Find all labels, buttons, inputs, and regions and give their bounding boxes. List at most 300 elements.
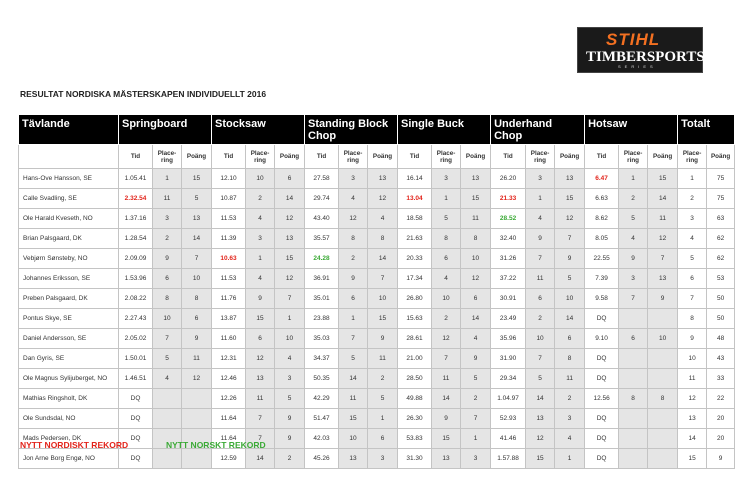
result-cell: 7 — [461, 409, 491, 429]
result-cell: 26.20 — [491, 169, 526, 189]
result-cell: 11.64 — [212, 409, 246, 429]
result-cell — [648, 349, 678, 369]
result-cell: 14 — [678, 429, 707, 449]
group-header: Stocksaw — [212, 115, 305, 145]
result-cell: 11.53 — [212, 269, 246, 289]
result-cell: 15 — [555, 189, 585, 209]
result-cell: 1.53.96 — [119, 269, 153, 289]
result-cell: 15 — [678, 449, 707, 469]
result-cell: 14 — [182, 229, 212, 249]
table-row — [19, 249, 735, 269]
result-cell — [153, 409, 182, 429]
subheader-cell: Place-ring — [619, 145, 648, 169]
result-cell: 50 — [707, 289, 735, 309]
result-cell: 20 — [707, 429, 735, 449]
result-cell: 43.40 — [305, 209, 339, 229]
results-table — [18, 114, 735, 469]
result-cell: 1.28.54 — [119, 229, 153, 249]
result-cell: 9 — [619, 249, 648, 269]
result-cell: 3 — [619, 269, 648, 289]
result-cell: 75 — [707, 189, 735, 209]
result-cell: 9 — [153, 249, 182, 269]
result-cell: 8 — [678, 309, 707, 329]
result-cell: 7 — [368, 269, 398, 289]
table-row — [19, 209, 735, 229]
result-cell: 14 — [275, 189, 305, 209]
result-cell: 62 — [707, 249, 735, 269]
table-row — [19, 349, 735, 369]
result-cell: DQ — [119, 389, 153, 409]
subheader-cell: Place-ring — [339, 145, 368, 169]
result-cell: 6 — [432, 249, 461, 269]
result-cell: 4 — [246, 269, 275, 289]
result-cell: 41.46 — [491, 429, 526, 449]
result-cell: 43 — [707, 349, 735, 369]
result-cell: 14 — [526, 389, 555, 409]
result-cell: 6 — [368, 429, 398, 449]
result-cell: 12 — [246, 349, 275, 369]
result-cell: 13 — [368, 169, 398, 189]
result-cell: 16.14 — [398, 169, 432, 189]
result-cell: 6 — [619, 329, 648, 349]
result-cell: 75 — [707, 169, 735, 189]
result-cell: 37.22 — [491, 269, 526, 289]
result-cell: 11 — [182, 349, 212, 369]
subheader-cell: Tid — [398, 145, 432, 169]
competitor-name: Mads Pedersen, DK — [19, 429, 119, 449]
result-cell: 11 — [526, 269, 555, 289]
subheader-cell: Poäng — [555, 145, 585, 169]
competitor-name: Ole Sundsdal, NO — [19, 409, 119, 429]
result-cell: 1 — [246, 249, 275, 269]
result-cell: 6 — [555, 329, 585, 349]
table-row — [19, 289, 735, 309]
result-cell: 12 — [339, 209, 368, 229]
result-cell: 7 — [246, 409, 275, 429]
result-cell: 10 — [246, 169, 275, 189]
result-cell: 10 — [182, 269, 212, 289]
subheader-cell: Place-ring — [678, 145, 707, 169]
result-cell: 7.39 — [585, 269, 619, 289]
result-cell: 4 — [339, 189, 368, 209]
result-cell: 35.03 — [305, 329, 339, 349]
result-cell: 10 — [432, 289, 461, 309]
result-cell: 9 — [432, 409, 461, 429]
result-cell: 11 — [555, 369, 585, 389]
result-cell: 51.47 — [305, 409, 339, 429]
group-header: Hotsaw — [585, 115, 678, 145]
result-cell: 14 — [368, 249, 398, 269]
result-cell: 1 — [432, 189, 461, 209]
result-cell: 8 — [461, 229, 491, 249]
result-cell: 12 — [432, 329, 461, 349]
result-cell: 3 — [432, 169, 461, 189]
result-cell: 4 — [153, 369, 182, 389]
result-cell: 7 — [526, 249, 555, 269]
result-cell — [619, 309, 648, 329]
result-cell: DQ — [585, 369, 619, 389]
result-cell: 6 — [246, 329, 275, 349]
result-cell: 13 — [339, 449, 368, 469]
result-cell — [619, 369, 648, 389]
result-cell: 5 — [555, 269, 585, 289]
result-cell: 13 — [182, 209, 212, 229]
result-cell: 12 — [555, 209, 585, 229]
result-cell: 15 — [461, 189, 491, 209]
result-cell: 5 — [275, 389, 305, 409]
result-cell: 3 — [339, 169, 368, 189]
result-cell: 11 — [461, 209, 491, 229]
result-cell: 7 — [153, 329, 182, 349]
result-cell: 14 — [432, 389, 461, 409]
result-cell: 1.04.97 — [491, 389, 526, 409]
subheader-cell: Poäng — [182, 145, 212, 169]
result-cell: 3 — [678, 209, 707, 229]
result-cell: 12 — [648, 229, 678, 249]
result-cell: 11 — [648, 209, 678, 229]
subheader-cell: Place-ring — [432, 145, 461, 169]
result-cell: 31.30 — [398, 449, 432, 469]
result-cell: 1 — [619, 169, 648, 189]
group-header: Standing Block Chop — [305, 115, 398, 145]
result-cell: 2 — [432, 309, 461, 329]
table-row — [19, 169, 735, 189]
result-cell: DQ — [119, 429, 153, 449]
result-cell — [182, 409, 212, 429]
result-cell: 12 — [678, 389, 707, 409]
result-cell: 8 — [153, 289, 182, 309]
result-cell: 29.34 — [491, 369, 526, 389]
result-cell: 12.46 — [212, 369, 246, 389]
result-cell — [182, 389, 212, 409]
competitor-name: Preben Palsgaard, DK — [19, 289, 119, 309]
result-cell: 4 — [368, 209, 398, 229]
result-cell: 15 — [339, 409, 368, 429]
result-cell: 5 — [153, 349, 182, 369]
result-cell: 11.76 — [212, 289, 246, 309]
result-cell: 3 — [246, 229, 275, 249]
result-cell: 36.91 — [305, 269, 339, 289]
result-cell: DQ — [585, 309, 619, 329]
result-cell — [648, 429, 678, 449]
result-cell: 12.10 — [212, 169, 246, 189]
logo-series: SERIES — [618, 64, 657, 69]
result-cell: 2 — [555, 389, 585, 409]
result-cell — [619, 409, 648, 429]
result-cell: 13 — [432, 449, 461, 469]
result-cell: 13 — [275, 229, 305, 249]
competitor-name: Johannes Eriksson, SE — [19, 269, 119, 289]
subheader-cell: Tid — [585, 145, 619, 169]
result-cell: 9.10 — [585, 329, 619, 349]
competitor-name: Vebjørn Sønsteby, NO — [19, 249, 119, 269]
result-cell: 11.60 — [212, 329, 246, 349]
result-cell: 15 — [432, 429, 461, 449]
result-cell: 11 — [153, 189, 182, 209]
table-row — [19, 269, 735, 289]
result-cell: 5 — [339, 349, 368, 369]
result-cell: 15 — [368, 309, 398, 329]
result-cell: 7 — [182, 249, 212, 269]
result-cell: 48 — [707, 329, 735, 349]
result-cell: 10 — [275, 329, 305, 349]
group-header: Underhand Chop — [491, 115, 585, 145]
result-cell: 35.01 — [305, 289, 339, 309]
result-cell: 1 — [678, 169, 707, 189]
subheader-cell: Tid — [119, 145, 153, 169]
result-cell: 45.26 — [305, 449, 339, 469]
result-cell: 15 — [648, 169, 678, 189]
result-cell: 14 — [555, 309, 585, 329]
result-cell: 9 — [246, 289, 275, 309]
result-cell: 50 — [707, 309, 735, 329]
result-cell — [619, 349, 648, 369]
result-cell: 10 — [555, 289, 585, 309]
competitor-name: Brian Palsgaard, DK — [19, 229, 119, 249]
result-cell: 7 — [555, 229, 585, 249]
result-cell: 4 — [246, 209, 275, 229]
result-cell: 6 — [275, 169, 305, 189]
competitor-name: Jon Arne Borg Engø, NO — [19, 449, 119, 469]
result-cell: 8 — [368, 229, 398, 249]
result-cell — [182, 449, 212, 469]
result-cell: 2 — [246, 189, 275, 209]
subheader-cell: Place-ring — [153, 145, 182, 169]
result-cell: 15 — [275, 249, 305, 269]
result-cell — [648, 409, 678, 429]
result-cell: 2 — [526, 309, 555, 329]
competitor-name: Calle Svadling, SE — [19, 189, 119, 209]
result-cell — [648, 309, 678, 329]
result-cell: 2.27.43 — [119, 309, 153, 329]
result-cell: 35.96 — [491, 329, 526, 349]
result-cell: 4 — [678, 229, 707, 249]
result-cell: 14 — [648, 189, 678, 209]
subheader-cell: Place-ring — [526, 145, 555, 169]
result-cell: 6 — [678, 269, 707, 289]
result-cell: 6.47 — [585, 169, 619, 189]
result-cell: 7 — [432, 349, 461, 369]
result-cell: 7 — [246, 429, 275, 449]
result-cell: 7 — [678, 289, 707, 309]
group-header: Totalt — [678, 115, 735, 145]
result-cell: 13 — [555, 169, 585, 189]
result-cell: 1.05.41 — [119, 169, 153, 189]
result-cell: 4 — [432, 269, 461, 289]
result-cell: 3 — [368, 449, 398, 469]
result-cell: 6 — [182, 309, 212, 329]
group-header: Single Buck — [398, 115, 491, 145]
result-cell: 7 — [619, 289, 648, 309]
result-cell: 21.63 — [398, 229, 432, 249]
competitor-name: Pontus Skye, SE — [19, 309, 119, 329]
result-cell: 8 — [432, 229, 461, 249]
result-cell: 31.90 — [491, 349, 526, 369]
result-cell: 12 — [275, 269, 305, 289]
result-cell: 2.32.54 — [119, 189, 153, 209]
result-cell: 2.09.09 — [119, 249, 153, 269]
result-cell: 2 — [153, 229, 182, 249]
legend-nordic-record: NYTT NORDISKT REKORD — [20, 440, 129, 450]
result-cell: 18.58 — [398, 209, 432, 229]
result-cell: 50.35 — [305, 369, 339, 389]
result-cell: 6 — [526, 289, 555, 309]
result-cell: 5 — [526, 369, 555, 389]
result-cell: 1.50.01 — [119, 349, 153, 369]
table-row — [19, 329, 735, 349]
result-cell: 15.63 — [398, 309, 432, 329]
result-cell: 2 — [368, 369, 398, 389]
competitor-name: Dan Gyris, SE — [19, 349, 119, 369]
subheader-cell: Place-ring — [246, 145, 275, 169]
result-cell: 62 — [707, 229, 735, 249]
result-cell: 20 — [707, 409, 735, 429]
result-cell: 7 — [648, 249, 678, 269]
legend-norwegian-record: NYTT NORSKT REKORD — [166, 440, 266, 450]
result-cell: 5 — [182, 189, 212, 209]
result-cell: 12 — [182, 369, 212, 389]
result-cell: 1 — [153, 169, 182, 189]
result-cell: 20.33 — [398, 249, 432, 269]
result-cell: 30.91 — [491, 289, 526, 309]
result-cell: 11 — [368, 349, 398, 369]
result-cell: 9 — [648, 289, 678, 309]
result-cell: 5 — [678, 249, 707, 269]
result-cell: 28.50 — [398, 369, 432, 389]
result-cell: 2 — [678, 189, 707, 209]
result-cell: 10 — [339, 429, 368, 449]
table-row — [19, 409, 735, 429]
result-cell: 26.80 — [398, 289, 432, 309]
result-cell — [153, 389, 182, 409]
result-cell — [619, 449, 648, 469]
result-cell: 22.55 — [585, 249, 619, 269]
competitor-name: Ole Harald Kveseth, NO — [19, 209, 119, 229]
result-cell: DQ — [585, 449, 619, 469]
table-row — [19, 309, 735, 329]
result-cell: 9 — [707, 449, 735, 469]
result-cell: 52.93 — [491, 409, 526, 429]
subheader-cell: Tid — [305, 145, 339, 169]
result-cell: 9 — [678, 329, 707, 349]
result-cell: 9 — [182, 329, 212, 349]
result-cell: 28.61 — [398, 329, 432, 349]
result-cell: 17.34 — [398, 269, 432, 289]
result-cell: 15 — [182, 169, 212, 189]
result-cell: 3 — [555, 409, 585, 429]
result-cell: 13 — [246, 369, 275, 389]
result-cell: 4 — [275, 349, 305, 369]
result-cell: 5 — [432, 209, 461, 229]
competitor-name: Daniel Andersson, SE — [19, 329, 119, 349]
result-cell: 2 — [339, 249, 368, 269]
result-cell: 12.59 — [212, 449, 246, 469]
result-cell: 4 — [555, 429, 585, 449]
result-cell: 9 — [275, 429, 305, 449]
result-cell: 10 — [153, 309, 182, 329]
result-cell: 15 — [246, 309, 275, 329]
result-cell: DQ — [119, 449, 153, 469]
result-cell: 1 — [368, 409, 398, 429]
table-row — [19, 369, 735, 389]
result-cell: 6 — [153, 269, 182, 289]
result-cell: 7 — [275, 289, 305, 309]
result-cell: 8.05 — [585, 229, 619, 249]
competitor-name: Hans-Ove Hansson, SE — [19, 169, 119, 189]
result-cell: 7 — [339, 329, 368, 349]
logo-brand: STIHL — [606, 30, 661, 49]
subheader-cell: Poäng — [648, 145, 678, 169]
subheader-cell: Poäng — [368, 145, 398, 169]
result-cell: 14 — [461, 309, 491, 329]
result-cell: 8 — [619, 389, 648, 409]
subheader-cell: Tid — [491, 145, 526, 169]
result-cell: 1 — [526, 189, 555, 209]
result-cell: 8 — [339, 229, 368, 249]
result-cell: 3 — [275, 369, 305, 389]
subheader-cell: Poäng — [275, 145, 305, 169]
result-cell: 9 — [339, 269, 368, 289]
result-cell: 5 — [461, 369, 491, 389]
result-cell: 49.88 — [398, 389, 432, 409]
result-cell: 3 — [526, 169, 555, 189]
logo-name: TIMBERSPORTS — [586, 49, 705, 65]
result-cell: 10 — [678, 349, 707, 369]
result-cell: DQ — [119, 409, 153, 429]
result-cell: 4 — [526, 209, 555, 229]
page-title: RESULTAT NORDISKA MÄSTERSKAPEN INDIVIDUELLT 2016 — [20, 89, 267, 99]
result-cell: 42.03 — [305, 429, 339, 449]
result-cell: 27.58 — [305, 169, 339, 189]
result-cell: 4 — [461, 329, 491, 349]
result-cell: 13.04 — [398, 189, 432, 209]
result-cell: 4 — [619, 229, 648, 249]
result-cell: 5 — [368, 389, 398, 409]
result-cell: 2 — [275, 449, 305, 469]
result-cell: 11 — [246, 389, 275, 409]
result-cell: 35.57 — [305, 229, 339, 249]
result-cell: 10 — [526, 329, 555, 349]
result-cell: 8 — [648, 389, 678, 409]
result-cell: 12 — [275, 209, 305, 229]
result-cell: 29.74 — [305, 189, 339, 209]
result-cell: 28.52 — [491, 209, 526, 229]
result-cell: 13 — [526, 409, 555, 429]
result-cell: 53 — [707, 269, 735, 289]
result-cell: 22 — [707, 389, 735, 409]
result-cell: 13 — [678, 409, 707, 429]
result-cell: 26.30 — [398, 409, 432, 429]
result-cell: 12 — [368, 189, 398, 209]
result-cell: 1.37.16 — [119, 209, 153, 229]
group-header: Springboard — [119, 115, 212, 145]
result-cell: 10.63 — [212, 249, 246, 269]
result-cell — [619, 429, 648, 449]
result-cell: 11 — [339, 389, 368, 409]
result-cell: 1.57.88 — [491, 449, 526, 469]
result-cell: 13 — [648, 269, 678, 289]
result-cell: 6.63 — [585, 189, 619, 209]
result-cell: 2.05.02 — [119, 329, 153, 349]
result-cell: 15 — [526, 449, 555, 469]
stihl-timbersports-logo — [577, 27, 703, 73]
result-cell: 10 — [648, 329, 678, 349]
result-cell: 31.26 — [491, 249, 526, 269]
result-cell: 23.88 — [305, 309, 339, 329]
result-cell: 9 — [526, 229, 555, 249]
result-cell: 1 — [275, 309, 305, 329]
result-cell: 2 — [461, 389, 491, 409]
